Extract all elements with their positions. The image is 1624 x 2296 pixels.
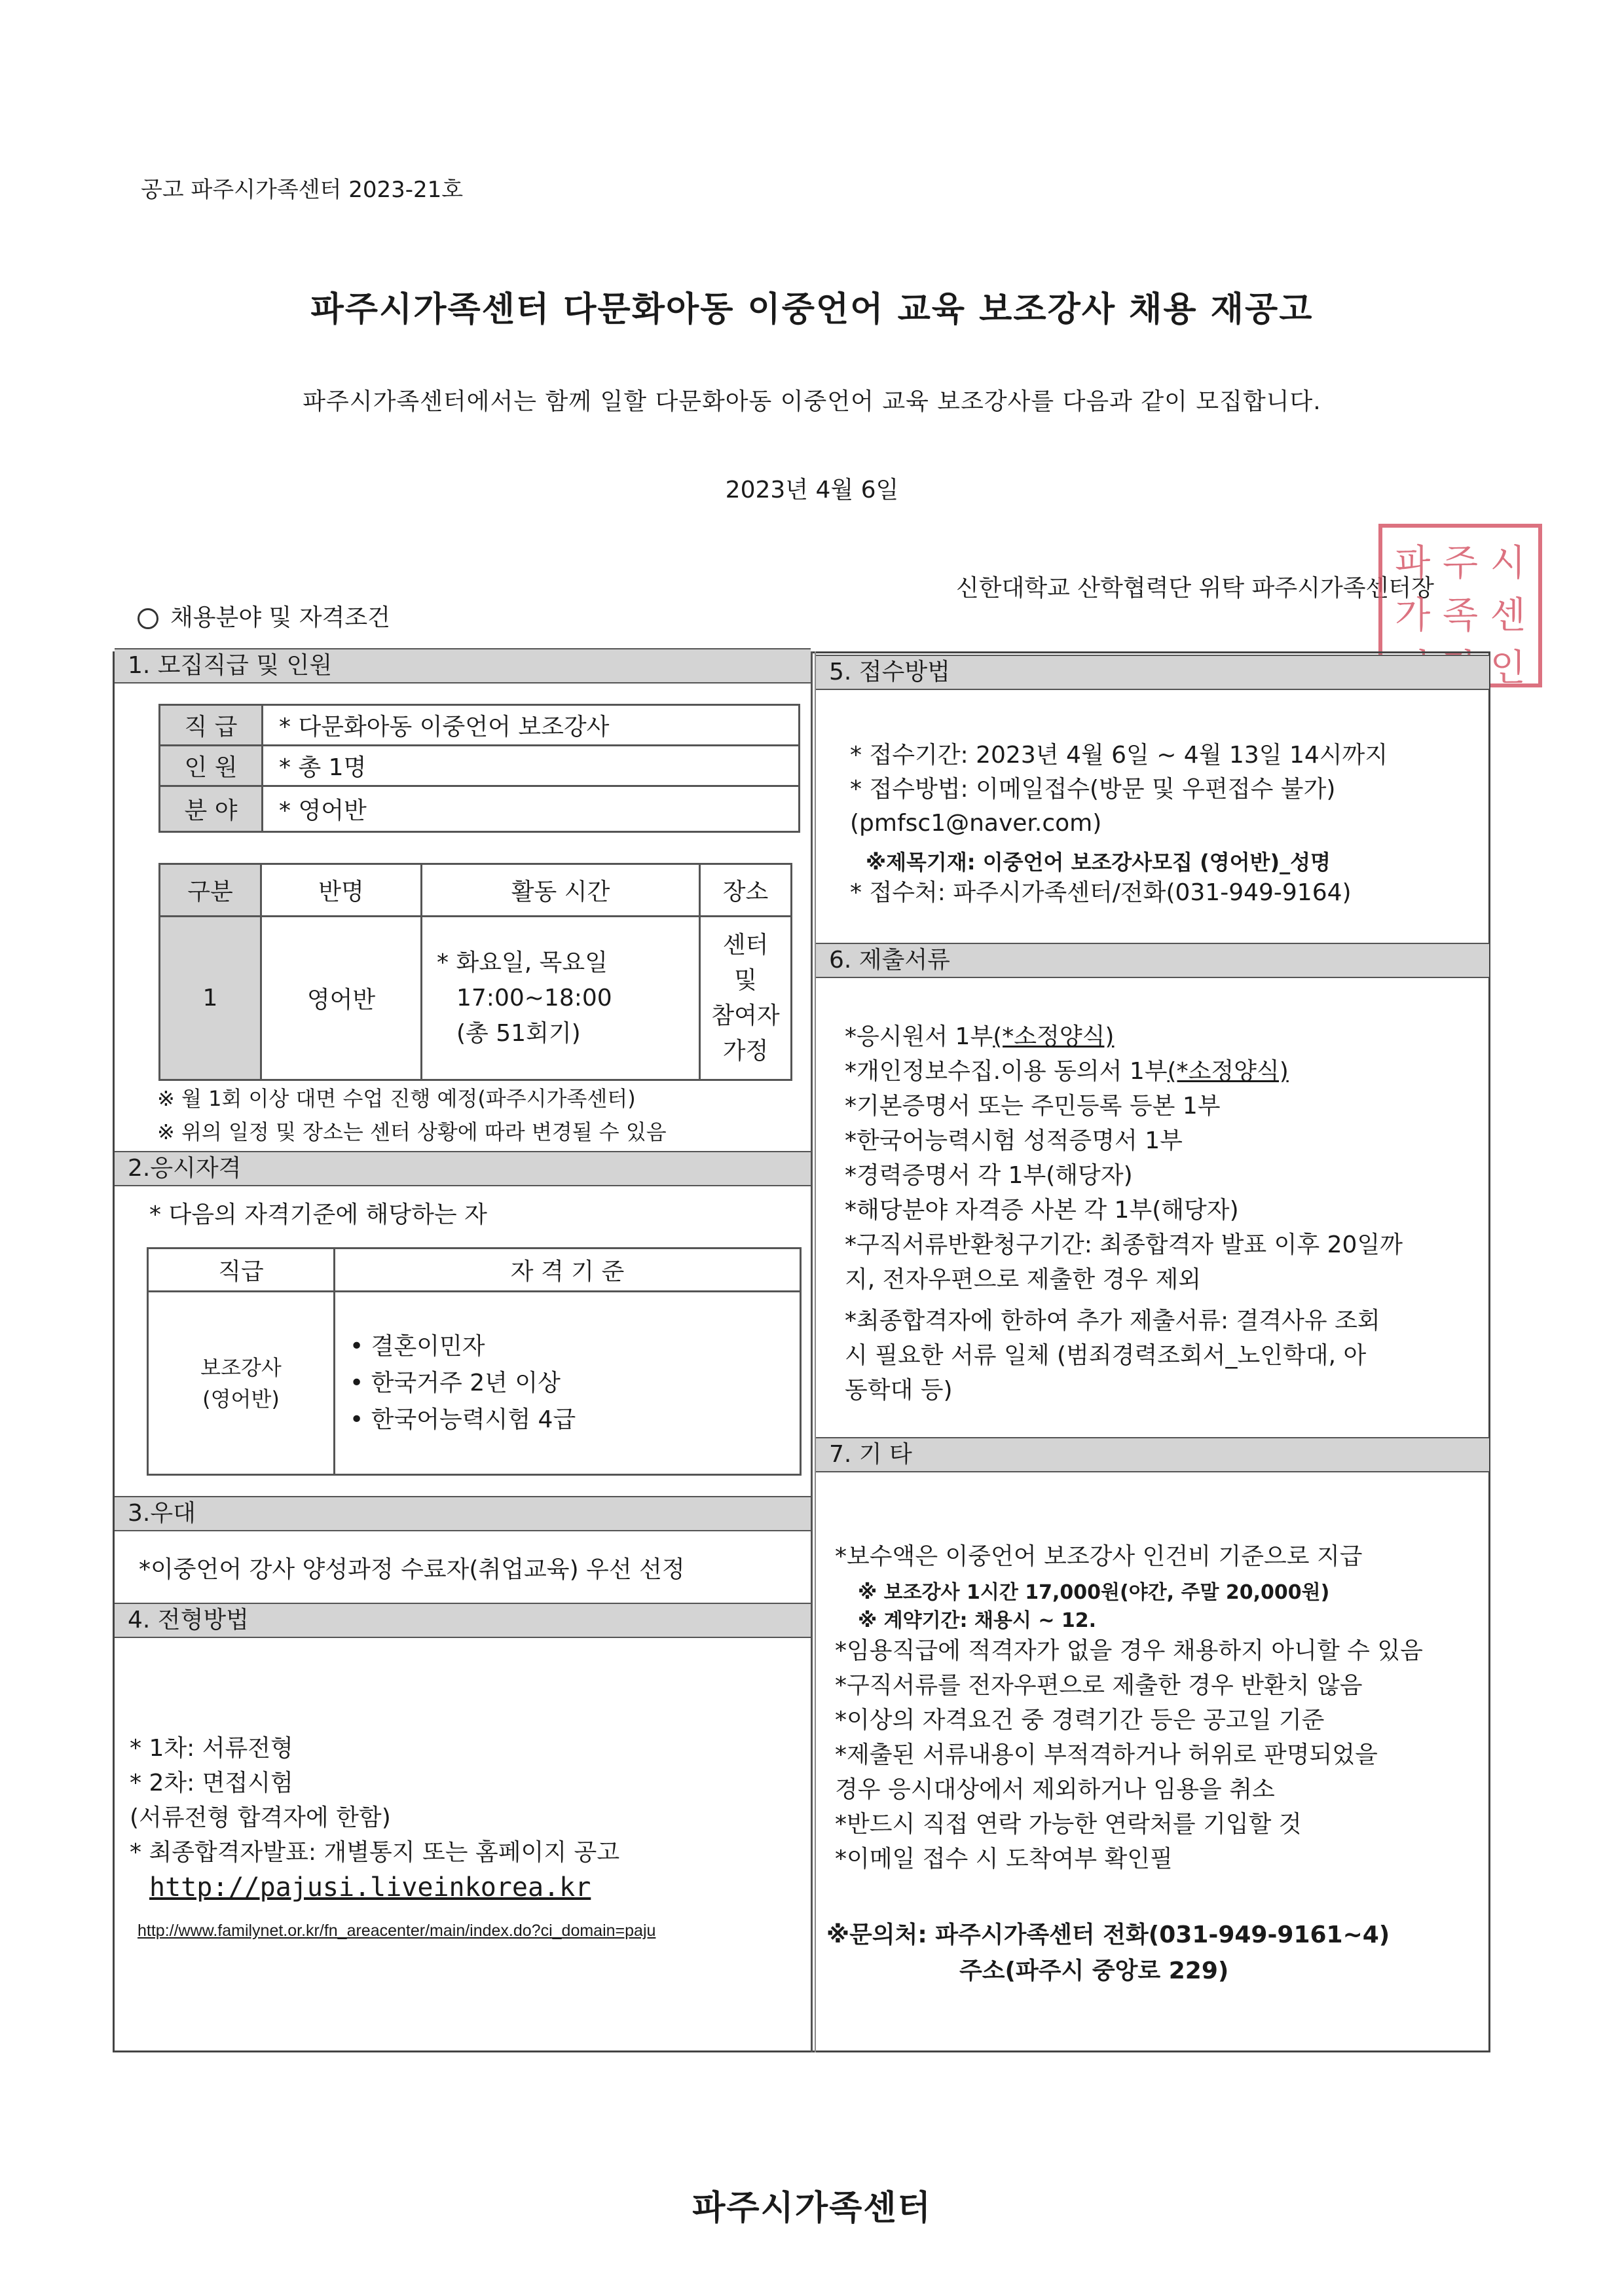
misc-item: *이메일 접수 시 도착여부 확인필	[835, 1846, 1173, 1872]
schedule-header-no: 구분	[160, 864, 261, 917]
document-item: *한국어능력시험 성적증명서 1부	[845, 1127, 1183, 1154]
email-subject-note: ※제목기재: 이중언어 보조강사모집 (영어반)_성명	[866, 850, 1331, 875]
schedule-header-time: 활동 시간	[422, 864, 700, 917]
document-item: 시 필요한 서류 일체 (범죄경력조회서_노인학대, 아	[845, 1342, 1367, 1369]
application-line: * 접수기간: 2023년 4월 6일 ~ 4월 13일 14시까지	[850, 742, 1388, 769]
position-info-table	[158, 704, 800, 833]
misc-item: *제출된 서류내용이 부적격하거나 허위로 판명되었을	[835, 1741, 1378, 1768]
familynet-link[interactable]: http://www.familynet.or.kr/fn_areacenter/main/index.do?ci_domain=paju	[138, 1922, 656, 1940]
qualification-row	[148, 1292, 801, 1475]
form-note: (*소정양식)	[1167, 1058, 1289, 1085]
schedule-header-place: 장소	[700, 864, 792, 917]
field-value: * 영어반	[263, 786, 800, 832]
schedule-time	[422, 917, 700, 1080]
schedule-row	[160, 917, 792, 1080]
qualification-header-rank: 직급	[148, 1248, 335, 1292]
criteria-item: • 한국어능력시험 4급	[350, 1406, 576, 1433]
misc-item: *이상의 자격요건 중 경력기간 등은 공고일 기준	[835, 1707, 1325, 1734]
homepage-link[interactable]: http://pajusi.liveinkorea.kr	[149, 1872, 591, 1903]
column-divider-inner	[815, 651, 816, 2052]
footer-organization: 파주시가족센터	[692, 2189, 932, 2228]
schedule-class: 영어반	[261, 917, 422, 1080]
position-label: 직 급	[160, 705, 263, 746]
schedule-place-line: 센터	[722, 931, 769, 958]
seal-char: 시	[1490, 542, 1526, 585]
section4-title: 4. 전형방법	[115, 1603, 811, 1638]
schedule-place-line: 및	[734, 966, 757, 994]
qualification-table	[147, 1247, 802, 1476]
section-heading-text: 채용분야 및 자격조건	[170, 604, 390, 631]
criteria-item: • 결혼이민자	[350, 1332, 485, 1360]
application-contact: * 접수처: 파주시가족센터/전화(031-949-9164)	[850, 879, 1352, 906]
qualification-header-row	[148, 1248, 801, 1292]
selection-item: * 1차: 서류전형	[130, 1735, 293, 1762]
intro-text: 파주시가족센터에서는 함께 일할 다문화아동 이중언어 교육 보조강사를 다음과 같이 모집합니다.	[303, 388, 1321, 415]
section3-title: 3.우대	[115, 1496, 811, 1531]
position-row	[160, 705, 800, 746]
document-item: *최종합격자에 한하여 추가 제출서류: 결격사유 조회	[845, 1307, 1380, 1334]
field-label: 분 야	[160, 786, 263, 832]
schedule-time-days: * 화요일, 목요일	[437, 949, 608, 976]
schedule-header-class: 반명	[261, 864, 422, 917]
form-note: (*소정양식)	[993, 1023, 1115, 1050]
qualification-criteria	[335, 1292, 801, 1475]
schedule-header-row	[160, 864, 792, 917]
inquiry-phone: ※문의처: 파주시가족센터 전화(031-949-9161~4)	[826, 1922, 1390, 1948]
seal-char: 주	[1442, 542, 1479, 585]
qualification-header-criteria: 자 격 기 준	[335, 1248, 801, 1292]
field-row	[160, 786, 800, 832]
document-item: *경력증명서 각 1부(해당자)	[845, 1162, 1133, 1189]
schedule-place-line: 참여자	[711, 1002, 780, 1029]
schedule-note: ※ 위의 일정 및 장소는 센터 상황에 따라 변경될 수 있음	[157, 1120, 667, 1144]
document-item: 동학대 등)	[845, 1377, 953, 1404]
section7-title: 7. 기 타	[816, 1437, 1489, 1472]
headcount-label: 인 원	[160, 746, 263, 786]
misc-item: *반드시 직접 연락 가능한 연락처를 기입할 것	[835, 1811, 1302, 1838]
schedule-note: ※ 월 1회 이상 대면 수업 진행 예정(파주시가족센터)	[157, 1086, 636, 1111]
seal-char: 파	[1395, 542, 1431, 585]
seal-char: 인	[1490, 647, 1526, 689]
misc-lead: *보수액은 이중언어 보조강사 인건비 기준으로 지급	[835, 1543, 1363, 1570]
contract-term-note: ※ 계약기간: 채용시 ~ 12.	[858, 1609, 1097, 1632]
qualification-rank-name: 보조강사	[200, 1355, 282, 1380]
application-line: * 접수방법: 이메일접수(방문 및 우편접수 불가)	[850, 776, 1336, 803]
section1-title: 1. 모집직급 및 인원	[115, 648, 811, 683]
document-item: *구직서류반환청구기간: 최종합격자 발표 이후 20일까	[845, 1231, 1403, 1258]
document-name: *개인정보수집.이용 동의서 1부	[845, 1058, 1168, 1085]
section6-title: 6. 제출서류	[816, 943, 1489, 978]
section-heading	[138, 599, 390, 632]
section2-title: 2.응시자격	[115, 1151, 811, 1186]
headcount-value: * 총 1명	[263, 746, 800, 786]
selection-item: (서류전형 합격자에 한함)	[130, 1804, 391, 1831]
notice-date: 2023년 4월 6일	[725, 477, 899, 503]
schedule-place	[700, 917, 792, 1080]
qualification-rank	[148, 1292, 335, 1475]
position-value: * 다문화아동 이중언어 보조강사	[263, 705, 800, 746]
schedule-no: 1	[160, 917, 261, 1080]
misc-item: *임용직급에 적격자가 없을 경우 채용하지 아니할 수 있음	[835, 1637, 1423, 1664]
selection-item: * 2차: 면접시험	[130, 1770, 293, 1796]
schedule-time-hours: 17:00~18:00	[456, 984, 612, 1011]
misc-item: 경우 응시대상에서 제외하거나 임용을 취소	[835, 1776, 1275, 1803]
criteria-item: • 한국거주 2년 이상	[350, 1369, 561, 1396]
qualification-rank-class: (영어반)	[202, 1386, 280, 1412]
column-divider	[811, 651, 813, 2052]
document-item: 지, 전자우편으로 제출한 경우 제외	[845, 1266, 1202, 1293]
section5-title: 5. 접수방법	[816, 655, 1489, 690]
document-item	[845, 1020, 1114, 1054]
document-item: *기본증명서 또는 주민등록 등본 1부	[845, 1093, 1221, 1120]
seal-char: 족	[1442, 594, 1479, 637]
inquiry-address: 주소(파주시 중앙로 229)	[959, 1958, 1229, 1984]
circle-bullet-icon	[138, 608, 158, 629]
pay-note: ※ 보조강사 1시간 17,000원(야간, 주말 20,000원)	[858, 1581, 1330, 1604]
seal-char: 가	[1395, 594, 1431, 637]
misc-item: *구직서류를 전자우편으로 제출한 경우 반환치 않음	[835, 1672, 1363, 1699]
issuer: 신한대학교 산학협력단 위탁 파주시가족센터장	[956, 575, 1434, 602]
document-item	[845, 1055, 1289, 1089]
schedule-place-line: 가정	[722, 1037, 769, 1065]
page-title: 파주시가족센터 다문화아동 이중언어 교육 보조강사 채용 재공고	[310, 290, 1314, 329]
notice-number: 공고 파주시가족센터 2023-21호	[141, 177, 464, 203]
schedule-table	[158, 863, 792, 1081]
headcount-row	[160, 746, 800, 786]
schedule-time-sessions: (총 51회기)	[456, 1019, 581, 1047]
qualification-lead: * 다음의 자격기준에 해당하는 자	[149, 1201, 487, 1228]
preference-text: *이중언어 강사 양성과정 수료자(취업교육) 우선 선정	[139, 1556, 685, 1583]
application-email: (pmfsc1@naver.com)	[850, 810, 1102, 837]
seal-char: 센	[1490, 594, 1526, 637]
document-name: *응시원서 1부	[845, 1023, 993, 1050]
selection-item: * 최종합격자발표: 개별통지 또는 홈페이지 공고	[130, 1839, 620, 1866]
document-item: *해당분야 자격증 사본 각 1부(해당자)	[845, 1197, 1239, 1224]
